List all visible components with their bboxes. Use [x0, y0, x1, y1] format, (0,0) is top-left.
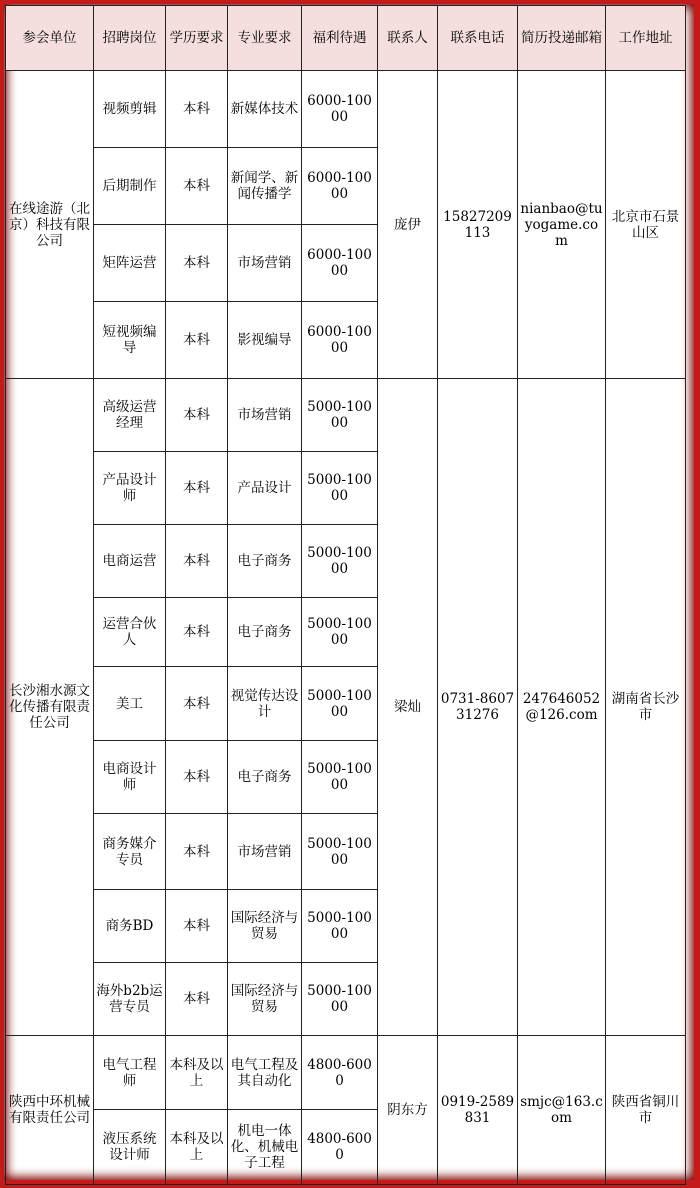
work-address: 陕西省铜川市: [606, 1036, 686, 1185]
table-row: [6, 71, 686, 148]
job-salary: 5000-10000: [302, 814, 378, 890]
job-major: 电子商务: [228, 525, 302, 598]
job-position: 运营合伙人: [94, 598, 166, 667]
resume-email: smjc@163.com: [518, 1036, 606, 1185]
job-major: 影视编导: [228, 302, 302, 379]
job-education: 本科: [166, 452, 228, 525]
job-position: 矩阵运营: [94, 225, 166, 302]
job-salary: 5000-10000: [302, 379, 378, 452]
header-address: 工作地址: [606, 6, 686, 71]
job-education: 本科: [166, 225, 228, 302]
job-education: 本科: [166, 598, 228, 667]
job-salary: 5000-10000: [302, 890, 378, 963]
job-education: 本科: [166, 148, 228, 225]
contact-person: 阴东方: [378, 1036, 438, 1185]
job-position: 美工: [94, 667, 166, 741]
contact-person: 梁灿: [378, 379, 438, 1036]
header-contact: 联系人: [378, 6, 438, 71]
job-major: 机电一体化、机械电子工程: [228, 1110, 302, 1185]
job-salary: 5000-10000: [302, 598, 378, 667]
job-position: 高级运营经理: [94, 379, 166, 452]
job-education: 本科: [166, 667, 228, 741]
job-education: 本科: [166, 525, 228, 598]
job-position: 电商设计师: [94, 741, 166, 814]
job-position: 产品设计师: [94, 452, 166, 525]
job-salary: 5000-10000: [302, 741, 378, 814]
header-phone: 联系电话: [438, 6, 518, 71]
job-position: 液压系统设计师: [94, 1110, 166, 1185]
header-row: [6, 6, 686, 71]
contact-person: 庞伊: [378, 71, 438, 379]
header-position: 招聘岗位: [94, 6, 166, 71]
job-education: 本科: [166, 302, 228, 379]
header-education: 学历要求: [166, 6, 228, 71]
company-name: 陕西中环机械有限责任公司: [6, 1036, 94, 1185]
job-position: 电气工程师: [94, 1036, 166, 1110]
job-position: 海外b2b运营专员: [94, 963, 166, 1036]
header-email: 简历投递邮箱: [518, 6, 606, 71]
job-major: 市场营销: [228, 225, 302, 302]
job-major: 市场营销: [228, 814, 302, 890]
job-position: 电商运营: [94, 525, 166, 598]
work-address: 湖南省长沙市: [606, 379, 686, 1036]
job-position: 后期制作: [94, 148, 166, 225]
company-name: 长沙湘水源文化传播有限责任公司: [6, 379, 94, 1036]
job-education: 本科: [166, 890, 228, 963]
job-major: 国际经济与贸易: [228, 963, 302, 1036]
job-position: 视频剪辑: [94, 71, 166, 148]
header-major: 专业要求: [228, 6, 302, 71]
job-education: 本科: [166, 814, 228, 890]
job-salary: 4800-6000: [302, 1036, 378, 1110]
header-salary: 福利待遇: [302, 6, 378, 71]
job-education: 本科: [166, 741, 228, 814]
job-major: 新闻学、新闻传播学: [228, 148, 302, 225]
resume-email: 247646052@126.com: [518, 379, 606, 1036]
job-education: 本科: [166, 963, 228, 1036]
job-position: 短视频编导: [94, 302, 166, 379]
contact-phone: 0731-860731276: [438, 379, 518, 1036]
table-row: [6, 379, 686, 452]
job-salary: 5000-10000: [302, 963, 378, 1036]
job-salary: 5000-10000: [302, 667, 378, 741]
company-name: 在线途游（北京）科技有限公司: [6, 71, 94, 379]
job-salary: 4800-6000: [302, 1110, 378, 1185]
job-major: 国际经济与贸易: [228, 890, 302, 963]
work-address: 北京市石景山区: [606, 71, 686, 379]
job-salary: 6000-10000: [302, 148, 378, 225]
job-education: 本科: [166, 71, 228, 148]
job-education: 本科及以上: [166, 1110, 228, 1185]
resume-email: nianbao@tuyogame.com: [518, 71, 606, 379]
table-row: [6, 1036, 686, 1110]
job-major: 产品设计: [228, 452, 302, 525]
job-salary: 6000-10000: [302, 71, 378, 148]
job-education: 本科及以上: [166, 1036, 228, 1110]
recruitment-table: [5, 5, 686, 1185]
job-major: 视觉传达设计: [228, 667, 302, 741]
job-major: 电气工程及其自动化: [228, 1036, 302, 1110]
job-major: 新媒体技术: [228, 71, 302, 148]
job-salary: 5000-10000: [302, 452, 378, 525]
job-salary: 6000-10000: [302, 225, 378, 302]
job-position: 商务BD: [94, 890, 166, 963]
job-salary: 6000-10000: [302, 302, 378, 379]
contact-phone: 15827209113: [438, 71, 518, 379]
header-company: 参会单位: [6, 6, 94, 71]
job-salary: 5000-10000: [302, 525, 378, 598]
job-major: 电子商务: [228, 598, 302, 667]
contact-phone: 0919-2589831: [438, 1036, 518, 1185]
job-major: 电子商务: [228, 741, 302, 814]
job-education: 本科: [166, 379, 228, 452]
job-position: 商务媒介专员: [94, 814, 166, 890]
job-major: 市场营销: [228, 379, 302, 452]
